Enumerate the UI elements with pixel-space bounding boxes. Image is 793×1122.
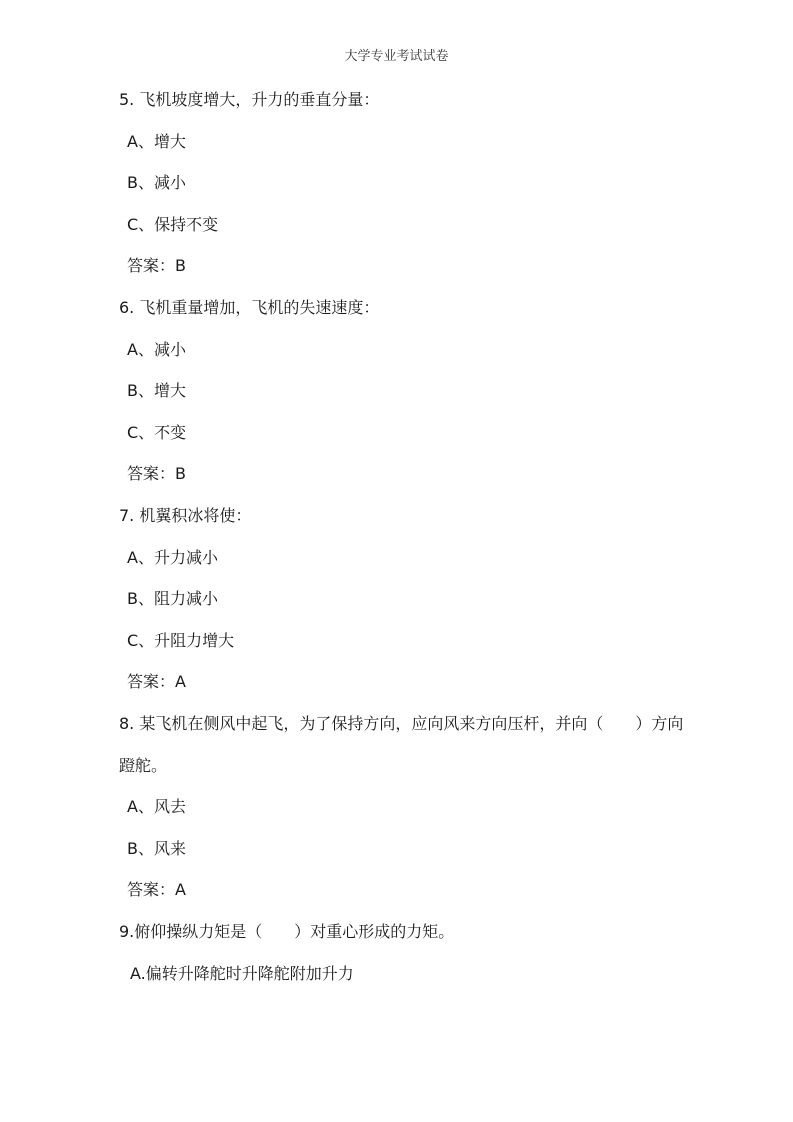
question-8-stem-continued: 蹬舵。: [119, 756, 168, 775]
question-9-stem: 9.俯仰操纵力矩是（ ）对重心形成的力矩。: [119, 922, 455, 941]
question-8-answer: 答案：A: [127, 880, 186, 899]
question-5-answer: 答案：B: [127, 256, 186, 275]
question-5-option-c: C、保持不变: [127, 215, 219, 234]
question-6-option-c: C、不变: [127, 423, 187, 442]
question-6-option-b: B、增大: [127, 381, 186, 400]
page-header: 大学专业考试试卷: [344, 49, 449, 64]
question-8-stem: 8. 某飞机在侧风中起飞，为了保持方向，应向风来方向压杆，并向（ ）方向: [119, 714, 684, 733]
question-5-option-b: B、减小: [127, 173, 186, 192]
question-7-stem: 7. 机翼积冰将使：: [119, 506, 252, 525]
question-7-option-a: A、升力减小: [127, 548, 218, 567]
question-7-answer: 答案：A: [127, 672, 186, 691]
question-7-option-b: B、阻力减小: [127, 589, 218, 608]
question-7-option-c: C、升阻力增大: [127, 631, 235, 650]
question-8-option-b: B、风来: [127, 839, 186, 858]
question-9-option-a: A.偏转升降舵时升降舵附加升力: [130, 964, 354, 983]
question-5-stem: 5. 飞机坡度增大，升力的垂直分量：: [119, 90, 380, 109]
question-6-option-a: A、减小: [127, 340, 186, 359]
question-5-option-a: A、增大: [127, 132, 186, 151]
question-8-option-a: A、风去: [127, 797, 186, 816]
question-6-stem: 6. 飞机重量增加，飞机的失速速度：: [119, 298, 380, 317]
question-6-answer: 答案：B: [127, 464, 186, 483]
